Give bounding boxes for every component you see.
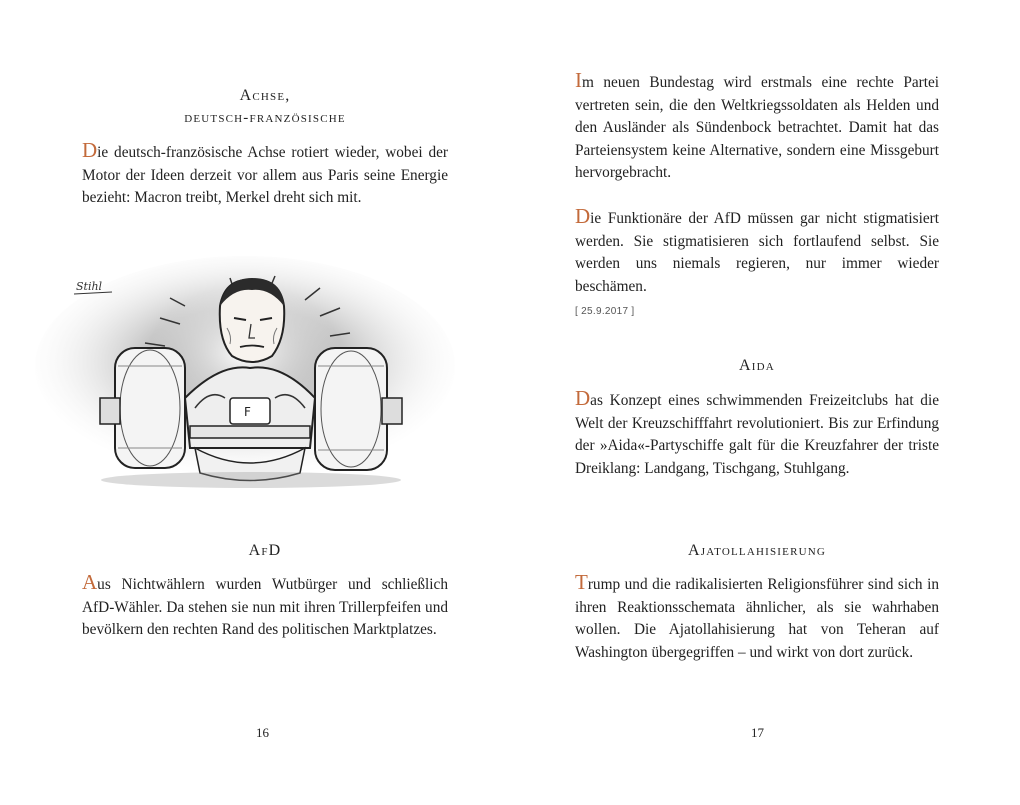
entry-heading-afd: AfD <box>248 542 282 559</box>
paragraph-body: ie Funktionäre der AfD müssen gar nicht stigmatisiert werden. Sie stigmatisieren sich fortlaufend selbst. Sie werden uns niemals regieren, nur immer wieder beschämen. <box>575 210 939 295</box>
entry-date: [ 25.9.2017 ] <box>575 306 635 317</box>
entry-text-ajatollahisierung <box>575 570 939 664</box>
paragraph-body: m neuen Bundestag wird erstmals eine rechte Partei vertreten sein, die den Weltkriegssoldaten als Helden und den Ausländer als Sündenbock betrachtet. Damit hat das Parteiensystem keine Alternative, sondern eine Missgeburt hervorgebracht. <box>575 74 939 182</box>
page-number-left: 16 <box>256 725 269 740</box>
drop-initial: D <box>82 138 98 162</box>
entry-text-afd-continued-2 <box>575 204 939 298</box>
paragraph-body: us Nichtwählern wurden Wutbürger und schließlich AfD-Wähler. Da stehen sie nun mit ihren Trillerpfeifen und bevölkern den rechten Rand des politischen Marktplatzes. <box>82 576 448 639</box>
entry-heading-ajatollahisierung: Ajatollahisierung <box>687 542 827 559</box>
svg-text:F: F <box>244 405 251 419</box>
heading-line-2: deutsch-französische <box>184 110 346 126</box>
artist-signature: Stihl <box>76 280 103 293</box>
entry-text-aida <box>575 386 939 480</box>
entry-text-achse <box>82 138 448 210</box>
drop-initial: D <box>575 386 591 410</box>
drop-initial: T <box>575 570 588 594</box>
paragraph-body: as Konzept eines schwimmenden Freizeitclubs hat die Welt der Kreuzschifffahrt revolutioniert. Bis zur Erfindung der »Aida«-Partyschiffe galt für die Kreuzfahrer der triste Dreiklang: Landgang, Tischgang, Stuhlgang. <box>575 392 939 477</box>
page-number-right: 17 <box>751 725 764 740</box>
figure-head <box>220 278 285 362</box>
entry-text-afd-continued-1 <box>575 68 939 185</box>
right-page <box>510 0 1020 805</box>
entry-text-afd <box>82 570 448 642</box>
paragraph-body: ie deutsch-französische Achse rotiert wieder, wobei der Motor der Ideen derzeit vor allem aus Paris seine Energie bezieht: Macron treibt, Merkel dreht sich mit. <box>82 144 448 207</box>
macron-caricature-illustration <box>20 248 460 498</box>
drop-initial: I <box>575 68 582 92</box>
paragraph-body: rump und die radikalisierten Religionsführer sind sich in ihren Reaktionsschemata ähnlicher, als sie wahrhaben wollen. Die Ajatollahisierung hat von Teheran auf Washington übergegriffen – und wirkt von dort zurück. <box>575 576 939 661</box>
heading-line-1: Achse, <box>239 87 291 104</box>
drop-initial: D <box>575 204 591 228</box>
figure-body <box>185 367 315 480</box>
entry-heading-achse <box>82 84 448 130</box>
drop-initial: A <box>82 570 98 594</box>
entry-heading-aida: Aida <box>739 357 775 374</box>
